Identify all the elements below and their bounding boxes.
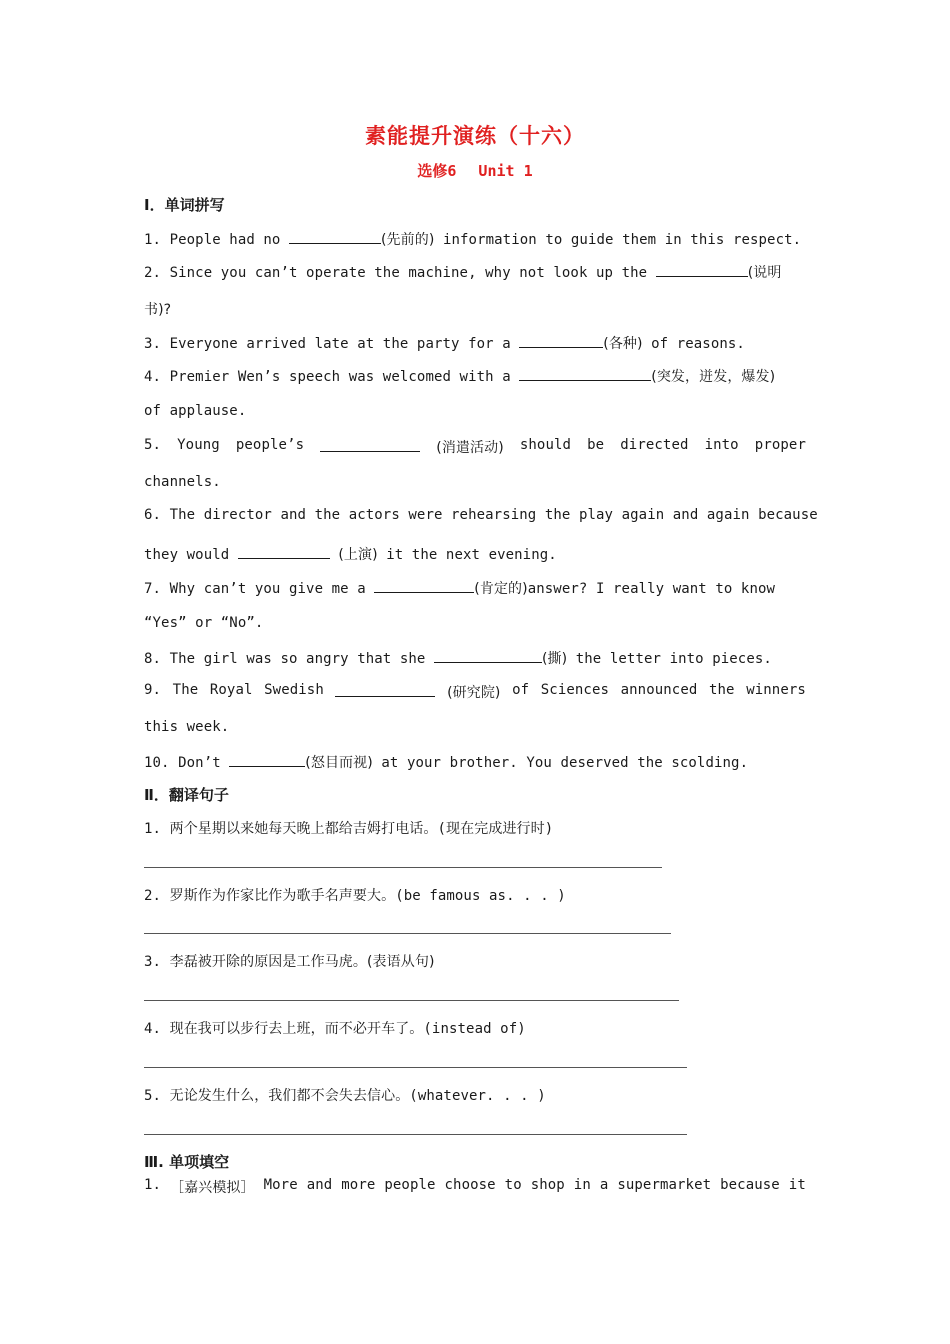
question-5-cont: channels.	[144, 474, 221, 490]
section-1-heading: Ⅰ．单词拼写	[144, 196, 225, 214]
answer-blank[interactable]	[656, 262, 748, 277]
question-4-cont: of applause.	[144, 403, 247, 419]
answer-line[interactable]	[144, 1000, 679, 1001]
answer-blank[interactable]	[335, 682, 435, 697]
answer-blank[interactable]	[320, 437, 420, 452]
question-9-cont: this week.	[144, 719, 230, 735]
question-5: 5. Young people’s (消遣活动) should be directed into proper	[144, 437, 806, 456]
mc-question-1: 1. ［嘉兴模拟］ More and more people choose to shop in a supermarket because it	[144, 1177, 806, 1196]
answer-line[interactable]	[144, 933, 671, 934]
answer-blank[interactable]	[519, 333, 603, 348]
answer-line[interactable]	[144, 1134, 687, 1135]
translation-item-3: 3. 李磊被开除的原因是工作马虎。(表语从句)	[144, 954, 435, 970]
question-4: 4. Premier Wen’s speech was welcomed with a (突发，迸发，爆发)	[144, 366, 806, 386]
translation-item-4: 4. 现在我可以步行去上班，而不必开车了。(instead of)	[144, 1021, 526, 1037]
answer-line[interactable]	[144, 1067, 687, 1068]
question-10: 10. Don’t (怒目而视) at your brother. You deserved the scolding.	[144, 752, 806, 772]
section-3-heading: Ⅲ. 单项填空	[144, 1153, 230, 1171]
translation-item-2: 2. 罗斯作为作家比作为歌手名声要大。(be famous as. . . )	[144, 888, 566, 904]
subtitle-book: 选修6	[417, 162, 457, 180]
question-7-cont: “Yes” or “No”.	[144, 615, 264, 631]
answer-line[interactable]	[144, 867, 662, 868]
answer-blank[interactable]	[289, 229, 381, 244]
question-9: 9. The Royal Swedish (研究院) of Sciences announced the winners	[144, 682, 806, 701]
question-8: 8. The girl was so angry that she (撕) the letter into pieces.	[144, 648, 806, 668]
page-subtitle	[0, 160, 950, 181]
translation-item-5: 5. 无论发生什么，我们都不会失去信心。(whatever. . . )	[144, 1088, 546, 1104]
question-6: 6. The director and the actors were rehearsing the play again and again because	[144, 507, 818, 523]
question-1: 1. People had no (先前的) information to guide them in this respect.	[144, 229, 806, 249]
subtitle-unit: Unit 1	[478, 162, 533, 180]
answer-blank[interactable]	[229, 752, 305, 767]
answer-blank[interactable]	[434, 648, 542, 663]
page-title: 素能提升演练（十六）	[365, 124, 585, 148]
answer-blank[interactable]	[519, 366, 651, 381]
answer-blank[interactable]	[374, 578, 474, 593]
translation-item-1: 1. 两个星期以来她每天晚上都给吉姆打电话。(现在完成进行时)	[144, 821, 554, 837]
answer-blank[interactable]	[238, 544, 330, 559]
question-6-cont: they would (上演) it the next evening.	[144, 544, 806, 564]
question-7: 7. Why can’t you give me a (肯定的)answer? I really want to know	[144, 578, 806, 598]
section-2-heading: Ⅱ．翻译句子	[144, 786, 229, 804]
question-2: 2. Since you can’t operate the machine, why not look up the (说明	[144, 262, 806, 282]
question-2-cont: 书)?	[144, 302, 172, 318]
question-3: 3. Everyone arrived late at the party for a (各种) of reasons.	[144, 333, 806, 353]
